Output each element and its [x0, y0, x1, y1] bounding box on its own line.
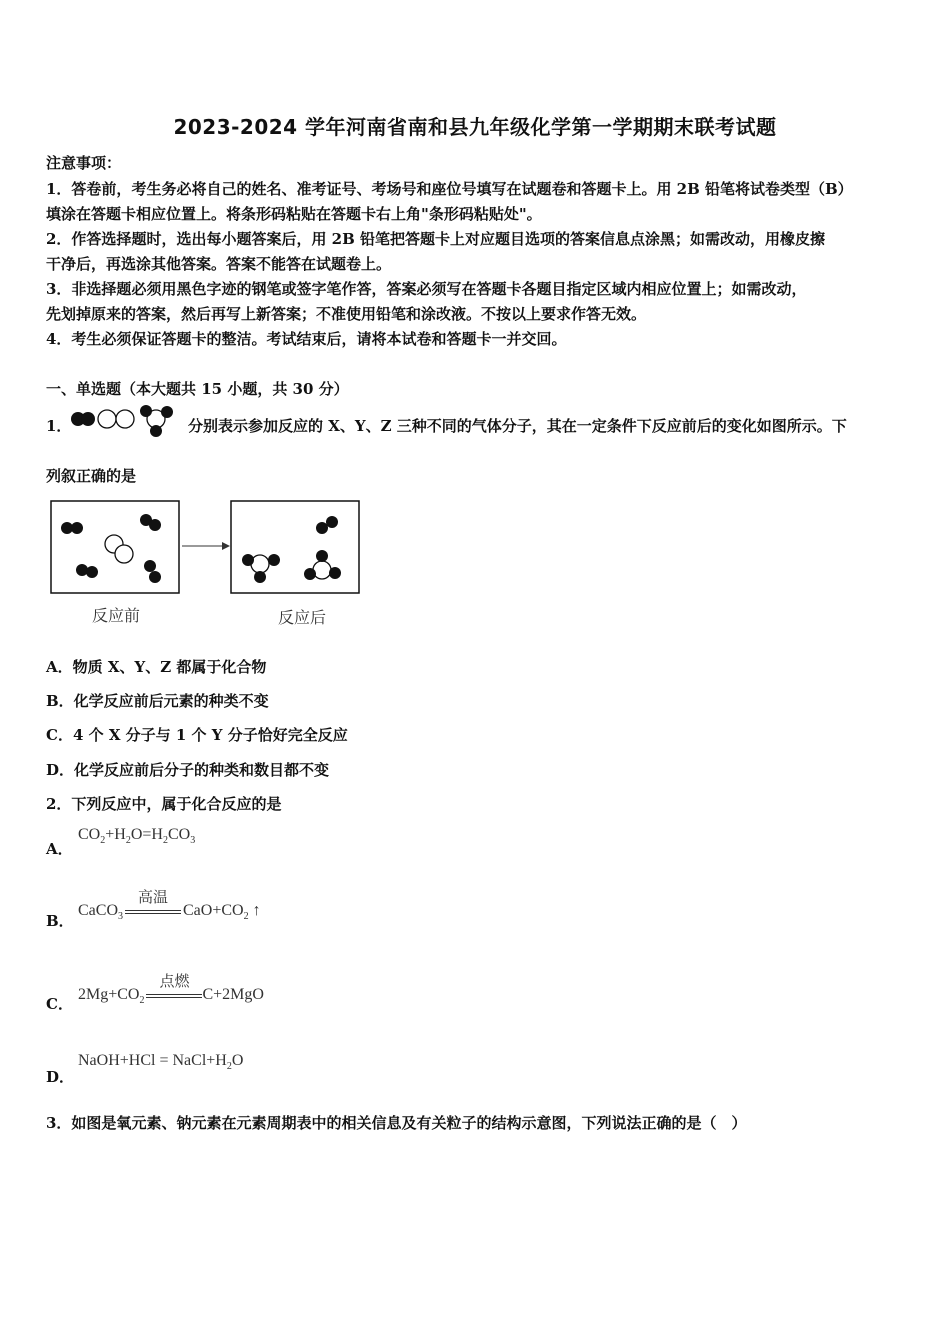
- notice-line: 4．考生必须保证答题卡的整洁。考试结束后，请将本试卷和答题卡一并交回。: [46, 330, 567, 348]
- label-before: 反应前: [92, 606, 141, 625]
- equation-a: $CO_2+H_2O=H_2CO_3$: [78, 826, 196, 847]
- notice-line: 先划掉原来的答案，然后再写上新答案；不准使用铅笔和涂改液。不按以上要求作答无效。: [46, 305, 647, 323]
- q2-option-a-label: A．: [46, 840, 73, 858]
- q1-option-d: D．化学反应前后分子的种类和数目都不变: [46, 761, 330, 779]
- notice-line: 3．非选择题必须用黑色字迹的钢笔或签字笔作答，答案必须写在答题卡各题目指定区域内相应位置上；如需改动，: [46, 280, 807, 298]
- equation-b: CaCO$_3$ 高温 $CaO+CO_2$ ↑: [78, 888, 261, 922]
- condition-ignite: 点燃: [159, 972, 190, 990]
- equation-c: $2Mg+CO_2$ 点燃 C+2MgO: [78, 972, 264, 1006]
- notice-line: 1．答卷前，考生务必将自己的姓名、准考证号、考场号和座位号填写在试题卷和答题卡上。用 2B 铅笔将试卷类型（B）: [46, 180, 853, 198]
- equation-d: NaOH+HCl = $NaCl+H_2O$: [78, 1052, 244, 1073]
- notice-line: 2．作答选择题时，选出每小题答案后，用 2B 铅笔把答题卡上对应题目选项的答案信息点涂黑；如需改动，用橡皮擦: [46, 230, 826, 248]
- notice-heading: 注意事项：: [46, 154, 122, 172]
- q1-stem-cont: 列叙正确的是: [46, 467, 137, 485]
- q2-option-d-label: D．: [46, 1068, 75, 1086]
- q2-option-c-label: C．: [46, 995, 73, 1013]
- section-heading: 一、单选题（本大题共 15 小题，共 30 分）: [46, 380, 349, 398]
- q2-stem: 2．下列反应中，属于化合反应的是: [46, 795, 282, 813]
- molecule-legend-icon: [70, 403, 190, 439]
- q2-option-b-label: B．: [46, 912, 74, 930]
- q3-stem: 3．如图是氧元素、钠元素在元素周期表中的相关信息及有关粒子的结构示意图，下列说法正确的是（ ）: [46, 1114, 747, 1132]
- notice-line: 填涂在答题卡相应位置上。将条形码粘贴在答题卡右上角"条形码粘贴处"。: [46, 205, 542, 223]
- reaction-diagram: [50, 500, 370, 600]
- condition-high-temp: 高温: [137, 888, 168, 906]
- q1-stem: 分别表示参加反应的 X、Y、Z 三种不同的气体分子，其在一定条件下反应前后的变化如图所示。下: [188, 417, 847, 435]
- notice-line: 干净后，再选涂其他答案。答案不能答在试题卷上。: [46, 255, 392, 273]
- label-after: 反应后: [278, 608, 327, 627]
- q1-option-b: B．化学反应前后元素的种类不变: [46, 692, 269, 710]
- q1-number: 1．: [46, 417, 72, 435]
- page-title: 2023-2024 学年河南省南和县九年级化学第一学期期末联考试题: [173, 115, 777, 139]
- q1-option-a: A．物质 X、Y、Z 都属于化合物: [46, 658, 267, 676]
- q1-option-c: C．4 个 X 分子与 1 个 Y 分子恰好完全反应: [46, 726, 348, 744]
